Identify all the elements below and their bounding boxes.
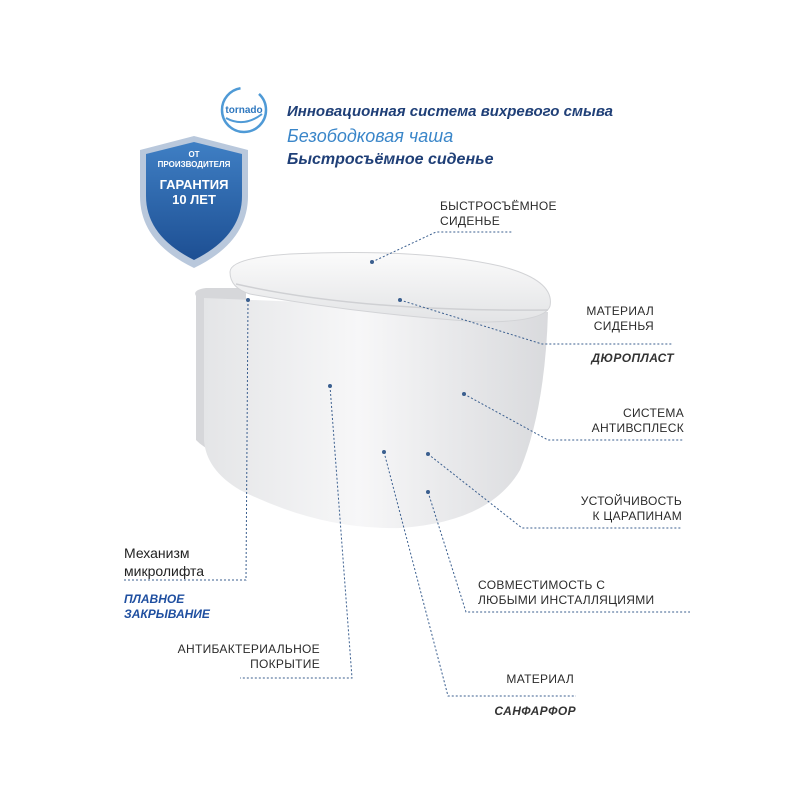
label-antisplash: СИСТЕМА АНТИВСПЛЕСК [591, 406, 684, 435]
headline-rimless-bowl: Безободковая чаша [287, 126, 454, 146]
headline-quick-release-seat: Быстросъёмное сиденье [287, 151, 494, 168]
label-material: МАТЕРИАЛ [506, 672, 574, 686]
label-quick-release-seat: БЫСТРОСЪЁМНОЕ СИДЕНЬЕ [440, 199, 557, 228]
label-microlift: Механизм микролифта [124, 545, 205, 579]
headline-vortex-flush: Инновационная система вихревого смыва [287, 103, 614, 120]
label-scratch-resistance: УСТОЙЧИВОСТЬ К ЦАРАПИНАМ [580, 494, 682, 523]
label-seat-material: МАТЕРИАЛ СИДЕНЬЯ [586, 304, 654, 333]
label-duroplast: ДЮРОПЛАСТ [591, 351, 674, 365]
label-soft-close: ПЛАВНОЕ ЗАКРЫВАНИЕ [124, 592, 210, 621]
logo-text: tornado [225, 105, 263, 116]
badge-warranty: ГАРАНТИЯ 10 ЛЕТ [159, 177, 229, 207]
label-sanfaience: САНФАРФОР [494, 704, 576, 718]
badge-from-manufacturer: ОТ ПРОИЗВОДИТЕЛЯ [157, 150, 231, 169]
label-compatibility: СОВМЕСТИМОСТЬ С ЛЮБЫМИ ИНСТАЛЛЯЦИЯМИ [478, 578, 655, 607]
toilet-bowl [204, 298, 548, 528]
label-antibacterial: АНТИБАКТЕРИАЛЬНОЕ ПОКРЫТИЕ [177, 642, 320, 671]
